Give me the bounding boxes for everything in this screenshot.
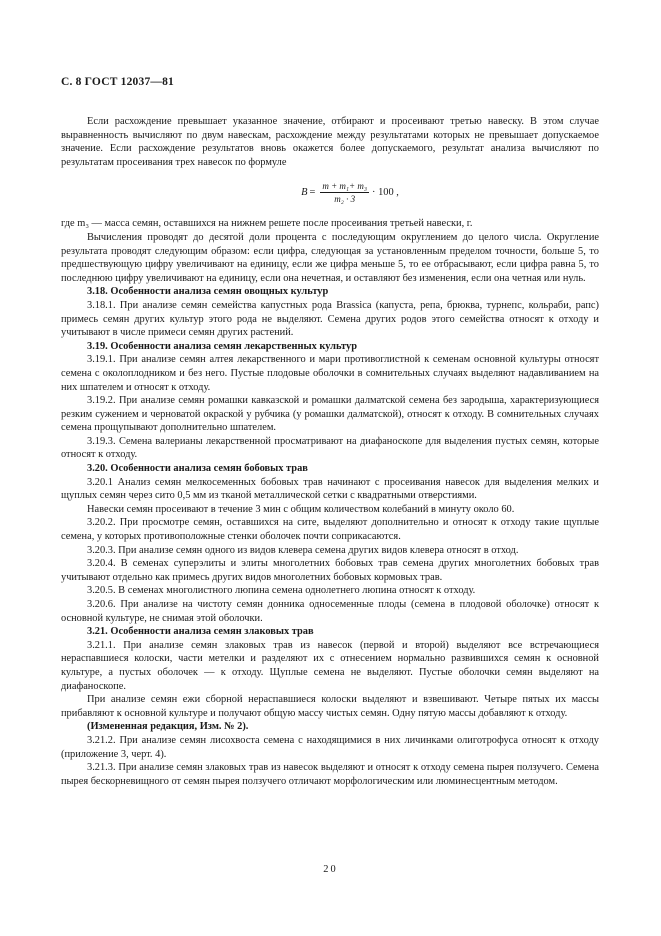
paragraph-3-19-1: 3.19.1. При анализе семян алтея лекарственного и мари противоглистной к семенам основной культуры относят семена с околоплодником и без него. Пустые плодовые оболочки в сомнительных случаях выделяют надавливанием на них шпателем и относят к отходу. [61, 354, 599, 393]
page-header: С. 8 ГОСТ 12037—81 [61, 76, 174, 88]
page-number: 20 [323, 864, 338, 875]
paragraph-3-20-3: 3.20.3. При анализе семян одного из видов клевера семена других видов клевера относят в отход. [87, 544, 519, 556]
formula-eq: = [309, 186, 316, 198]
paragraph-3-20-5: 3.20.5. В семенах многолистного люпина семена однолетнего люпина относят к отходу. [87, 585, 476, 597]
formula-fraction [320, 180, 369, 205]
formula-where: где m₃ — масса семян, оставшихся на нижнем решете после просеивания третьей навески, г. [61, 218, 473, 230]
paragraph-3-20-1-cont: Навески семян просеивают в течение 3 мин с общим количеством колебаний в минуту около 60. [87, 503, 515, 515]
formula-denominator: m₂ · 3 [334, 193, 356, 204]
section-heading-3-20: 3.20. Особенности анализа семян бобовых трав [87, 463, 308, 475]
paragraph-3-20-6: 3.20.6. При анализе на чистоту семян донника односеменные плоды (семена в плодовой оболочке) относят к основной культуре, не снимая этой оболочки. [61, 599, 599, 624]
paragraph-3-21-1: 3.21.1. При анализе семян злаковых трав из навесок (первой и второй) выделяют все встречающиеся нераспавшиеся колоски, части метелки и разделяют их с отнесением нормально развившихся семян к основной культуре, а пустых оболочек — к отходу. Щуплые семена не выделяют. Пустые оболочки семян выделяют на диафаноскопе. [61, 639, 599, 692]
formula-tail: · 100 , [372, 186, 399, 198]
paragraph-intro: Если расхождение превышает указанное значение, отбирают и просеивают третью навеску. В этом случае выравненность вычисляют по двум навескам, расхождение между результатами которых не превышает допускаемое значение. Если расхождение результатов вновь окажется более допускаемого, результат анализа вычисляют по результатам просеивания трех навесок по формуле [61, 116, 599, 168]
paragraph-3-21-1-cont: При анализе семян ежи сборной нераспавшиеся колоски выделяют и взвешивают. Четыре пятых их массы прибавляют к основной культуре и получают общую массу чистых семян. Одну пятую массы добавляют к отходу. [61, 694, 599, 719]
section-heading-3-21: 3.21. Особенности анализа семян злаковых трав [87, 626, 314, 638]
paragraph-3-18-1: 3.18.1. При анализе семян семейства капустных рода Brassica (капуста, репа, брюква, турнепс, кольраби, рапс) примесь семян других культур этого рода не выделяют. Семена других родов этого семейства относят к отходу и учитывают в числе примеси семян других растений. [61, 299, 599, 339]
paragraph-3-20-1: 3.20.1 Анализ семян мелкосеменных бобовых трав начинают с просеивания навесок для выделения мелких и щуплых семян через сито 0,5 мм из тканой металлической сетки с квадратными отверстиями. [61, 476, 599, 502]
formula [101, 169, 599, 215]
paragraph-3-21-2: 3.21.2. При анализе семян лисохвоста семена с находящимися в них личинками олиготрофуса относят к отходу (приложение 3, черт. 4). [61, 734, 599, 760]
paragraph-rounding: Вычисления проводят до десятой доли процента с последующим округлением до целого числа. Округление результата проводят следующим образом: если цифра, следующая за установленным пределом точности, больше 5, то предшествующую цифру увеличивают на единицу, если же цифра меньше 5, то ее отбрасывают, если цифра равна 5, то последнюю цифру увеличивают на единицу, если она нечетная, и оставляют без изменения, если она четная или нуль. [61, 231, 599, 284]
document-body [61, 115, 599, 788]
paragraph-3-21-3: 3.21.3. При анализе семян злаковых трав из навесок выделяют и относят к отходу семена пырея ползучего. Семена пырея бескорневищного от семян пырея ползучего отличают морфологическим или люминесцентным методом. [61, 762, 599, 787]
paragraph-3-19-2: 3.19.2. При анализе семян ромашки кавказской и ромашки далматской семена без зародыша, характеризующиеся резким сужением и черноватой окраской у рубчика (у ромашки далматской), относят к отходу. В сомнительных случаях семена прощупывают дополнительно шпателем. [61, 395, 599, 434]
formula-lhs: B [301, 186, 308, 198]
section-heading-3-18: 3.18. Особенности анализа семян овощных культур [87, 286, 329, 298]
amendment-note: (Измененная редакция, Изм. № 2). [87, 721, 249, 733]
paragraph-3-19-3: 3.19.3. Семена валерианы лекарственной просматривают на диафаноскопе для выделения пустых семян, которые относят к отходу. [61, 435, 599, 461]
section-heading-3-19: 3.19. Особенности анализа семян лекарственных культур [87, 340, 358, 352]
formula-numerator: m + m₁+ m₃ [322, 180, 368, 191]
paragraph-3-20-2: 3.20.2. При просмотре семян, оставшихся на сите, выделяют дополнительно и относят к отходу такие щуплые семена, у которых противоположные стенки оболочек почти соприкасаются. [61, 517, 599, 543]
paragraph-3-20-4: 3.20.4. В семенах суперэлиты и элиты многолетних бобовых трав семена других многолетних бобовых трав учитывают отдельно как примесь других видов многолетних бобовых кормовых трав. [61, 558, 599, 583]
